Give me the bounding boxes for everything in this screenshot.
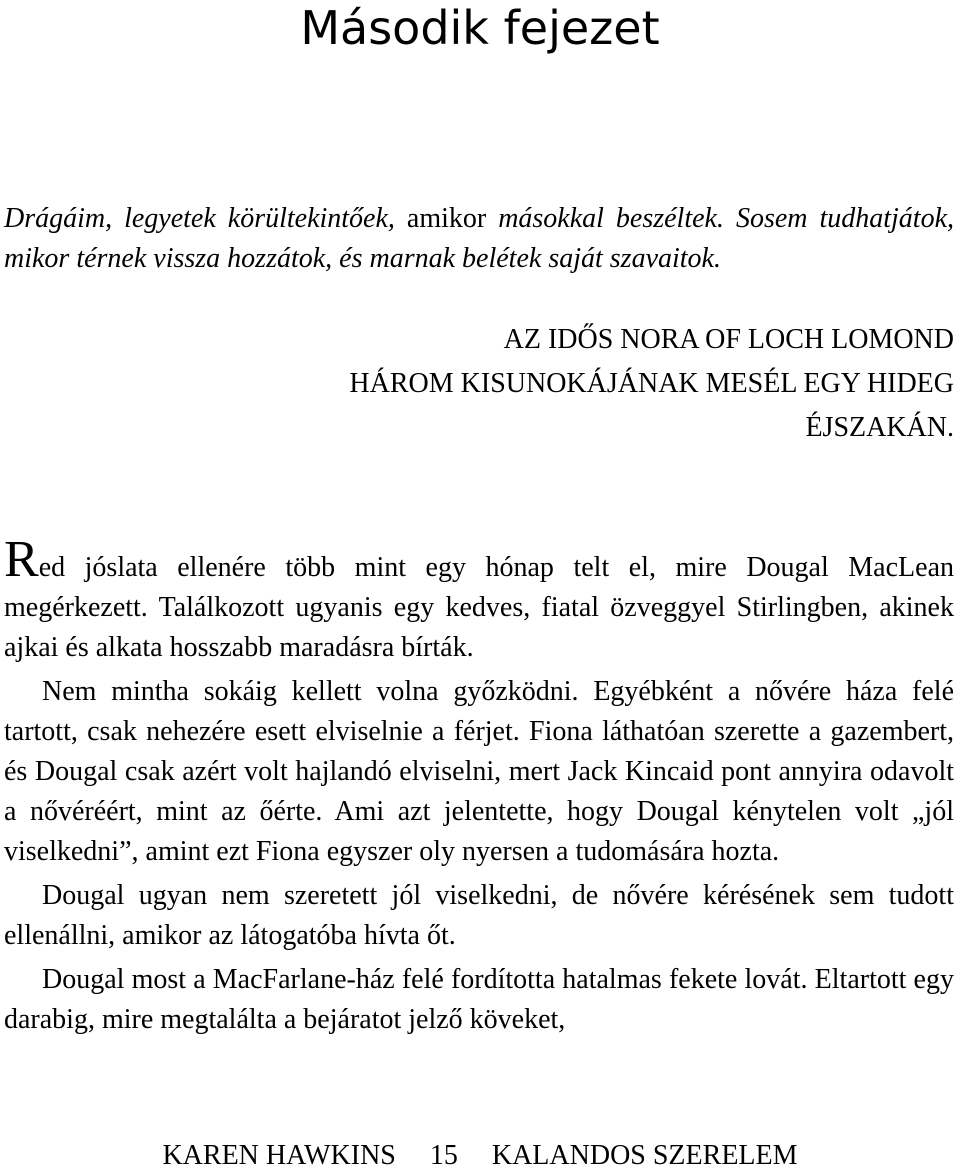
- chapter-title: Második fejezet: [300, 1, 660, 55]
- footer-book-title: KALANDOS SZERELEM: [491, 1140, 798, 1171]
- epigraph-attribution: [154, 318, 954, 450]
- attribution-line-2: HÁROM KISUNOKÁJÁNAK MESÉL EGY HIDEG: [349, 368, 954, 399]
- attribution-line-3: ÉJSZAKÁN.: [805, 412, 954, 443]
- story-paragraph-2: Nem mintha sokáig kellett volna győzködni. Egyébként a nővére háza felé tartott, csak nehezére esett elviselnie a férjet. Fiona láthatóan szerette a gazembert, és Dougal csak azért volt hajlandó elviselni, mert Jack Kincaid pont annyira odavolt a nővéréért, mint az őérte. Ami azt jelentette, hogy Dougal kénytelen volt „jól viselkedni”, amint ezt Fiona egyszer oly nyersen a tudomására hozta.: [4, 676, 954, 867]
- epigraph: [4, 199, 954, 279]
- page-footer: [0, 1138, 960, 1174]
- epigraph-plain-part: amikor: [394, 203, 499, 234]
- attribution-line-1: AZ IDŐS NORA OF LOCH LOMOND: [503, 324, 954, 355]
- story-body: [4, 531, 954, 1044]
- footer-author: KAREN HAWKINS: [162, 1140, 396, 1171]
- epigraph-italic-part-2: másokkal beszéltek. Sosem tudhatjátok, mikor térnek vissza hozzátok, és marnak belétek saját szavaitok.: [4, 203, 955, 274]
- epigraph-italic-part-1: Drágáim, legyetek körültekintőek,: [4, 203, 395, 234]
- drop-cap-letter: R: [4, 531, 39, 588]
- story-paragraph-3: Dougal ugyan nem szeretett jól viselkedni, de nővére kérésének sem tudott ellenállni, amikor az látogatóba hívta őt.: [4, 880, 954, 951]
- story-paragraph-4: Dougal most a MacFarlane-ház felé fordította hatalmas fekete lovát. Eltartott egy darabig, mire megtalálta a bejáratot jelző köveket,: [4, 964, 954, 1035]
- story-paragraph-1: [4, 531, 954, 668]
- footer-page-number: 15: [429, 1140, 458, 1171]
- story-paragraph-1-text: ed jóslata ellenére több mint egy hónap telt el, mire Dougal MacLean megérkezett. Találkozott ugyanis egy kedves, fiatal özveggyel Stirlingben, akinek ajkai és alkata hosszabb maradásra bírták.: [4, 552, 954, 663]
